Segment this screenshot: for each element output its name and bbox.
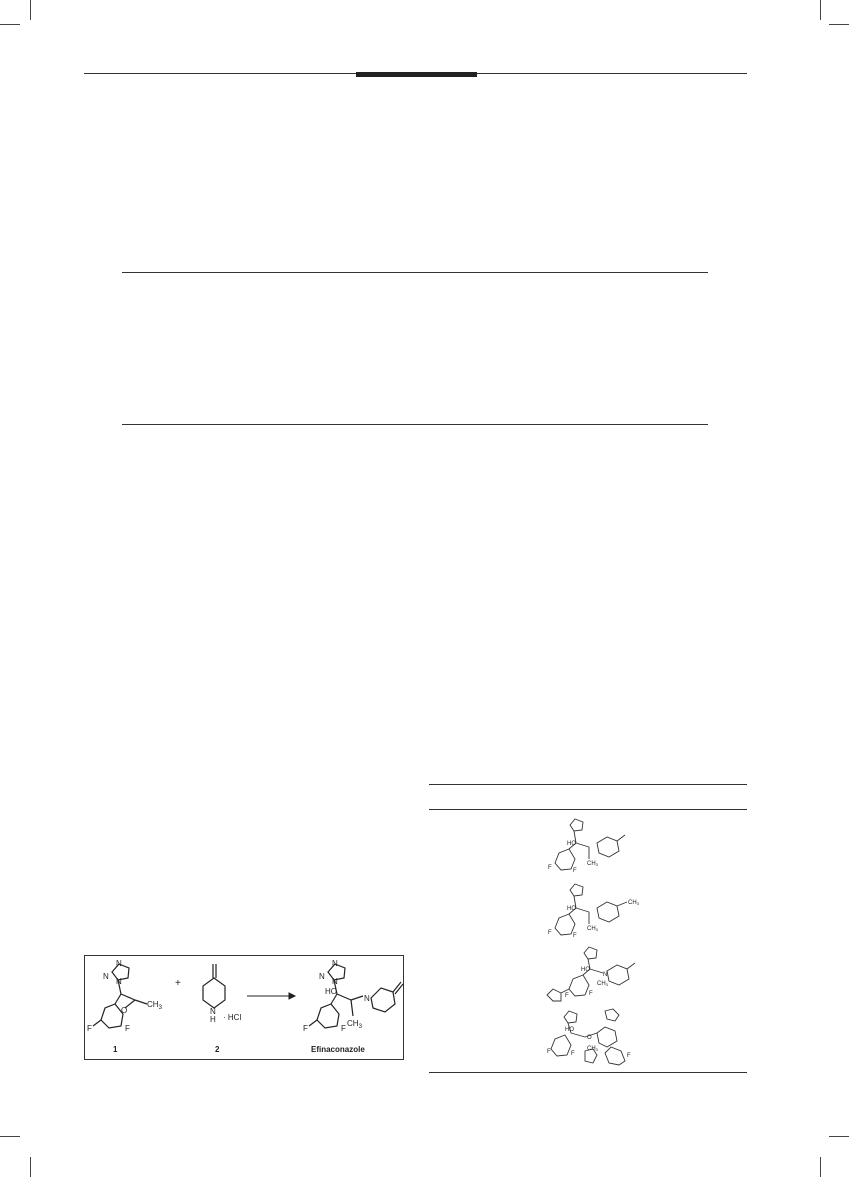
product-triazole-n3: N [332,977,338,986]
impurity-2-methyl: CH3 [587,926,598,932]
compound-1-structure [93,964,147,1028]
compound-2-amine-h: H [210,1015,216,1024]
compound-1-triazole-n3: N [116,977,122,986]
compound-2-label: 2 [215,1045,220,1054]
product-fluoro-a: F [303,1024,308,1033]
compound-1-fluoro-a: F [87,1024,92,1033]
product-label: Efinaconazole [311,1045,365,1054]
reaction-arrow [247,993,295,999]
impurity-3-methyl: CH3 [597,981,608,987]
table-top-rule [122,272,708,273]
impurity-structure-2 [545,880,655,940]
impurity-table-top-rule [429,784,747,785]
crop-mark-bottom-right-v [820,1157,821,1177]
product-methyl: $CH_3$ [347,1019,362,1030]
impurity-3-fluoro-b: F [589,991,593,997]
impurity-3-fluoro-a: F [565,993,569,999]
compound-2-structure [203,964,225,1008]
product-triazole-n1: N [332,959,338,968]
plus-sign: + [175,978,181,989]
crop-mark-top-left-h [0,24,20,25]
crop-mark-bottom-right-h [829,1136,849,1137]
impurity-3-amine: N [603,972,608,978]
impurity-2-fluoro-b: F [573,933,577,939]
impurity-structure-3 [545,943,655,1003]
impurity-table-header-rule [429,809,747,810]
compound-1-triazole-n2: N [103,972,109,981]
product-hydroxyl: HO [325,987,337,996]
impurity-2-fluoro-a: F [548,930,552,936]
crop-mark-top-right-v [820,0,821,20]
impurity-table-bottom-rule [429,1072,747,1073]
impurity-4-fluoro-a: F [547,1049,551,1055]
impurity-4-hydroxyl: HO [565,1027,574,1033]
product-triazole-n2: N [319,972,325,981]
product-fluoro-b: F [341,1024,346,1033]
table-bottom-rule [122,424,708,425]
scheme-drawing [85,956,405,1061]
crop-mark-top-left-v [30,0,31,20]
header-tab-bar [356,72,477,77]
compound-1-label: 1 [113,1045,118,1054]
impurity-structure-1 [545,815,655,875]
impurity-1-hydroxyl: HO [567,841,576,847]
impurity-1-fluoro-b: F [573,868,577,874]
compound-2-hcl: · HCl [223,1013,242,1022]
impurity-4-fluoro-c: F [627,1053,631,1059]
compound-1-methyl: $CH_3$ [147,1000,162,1011]
impurity-4-methyl: CH3 [587,1046,598,1052]
impurity-1-fluoro-a: F [548,865,552,871]
impurity-4-fluoro-b: F [571,1051,575,1057]
impurity-2-ring-methyl: CH3 [628,900,639,906]
synthesis-scheme [84,955,404,1060]
impurity-1-methyl: CH3 [587,861,598,867]
compound-1-fluoro-b: F [125,1024,130,1033]
crop-mark-top-right-h [829,24,849,25]
impurity-4-oxygen: O [587,1035,592,1041]
compound-1-epoxide-o: O [121,1006,128,1015]
impurity-3-hydroxyl: HO [581,967,590,973]
impurity-structure-4 [545,1007,655,1067]
product-amine-n: N [364,994,370,1003]
crop-mark-bottom-left-h [0,1136,20,1137]
crop-mark-bottom-left-v [30,1157,31,1177]
impurity-2-hydroxyl: HO [567,906,576,912]
compound-2-amine-n: N [210,1007,216,1016]
compound-1-triazole-n1: N [116,959,122,968]
